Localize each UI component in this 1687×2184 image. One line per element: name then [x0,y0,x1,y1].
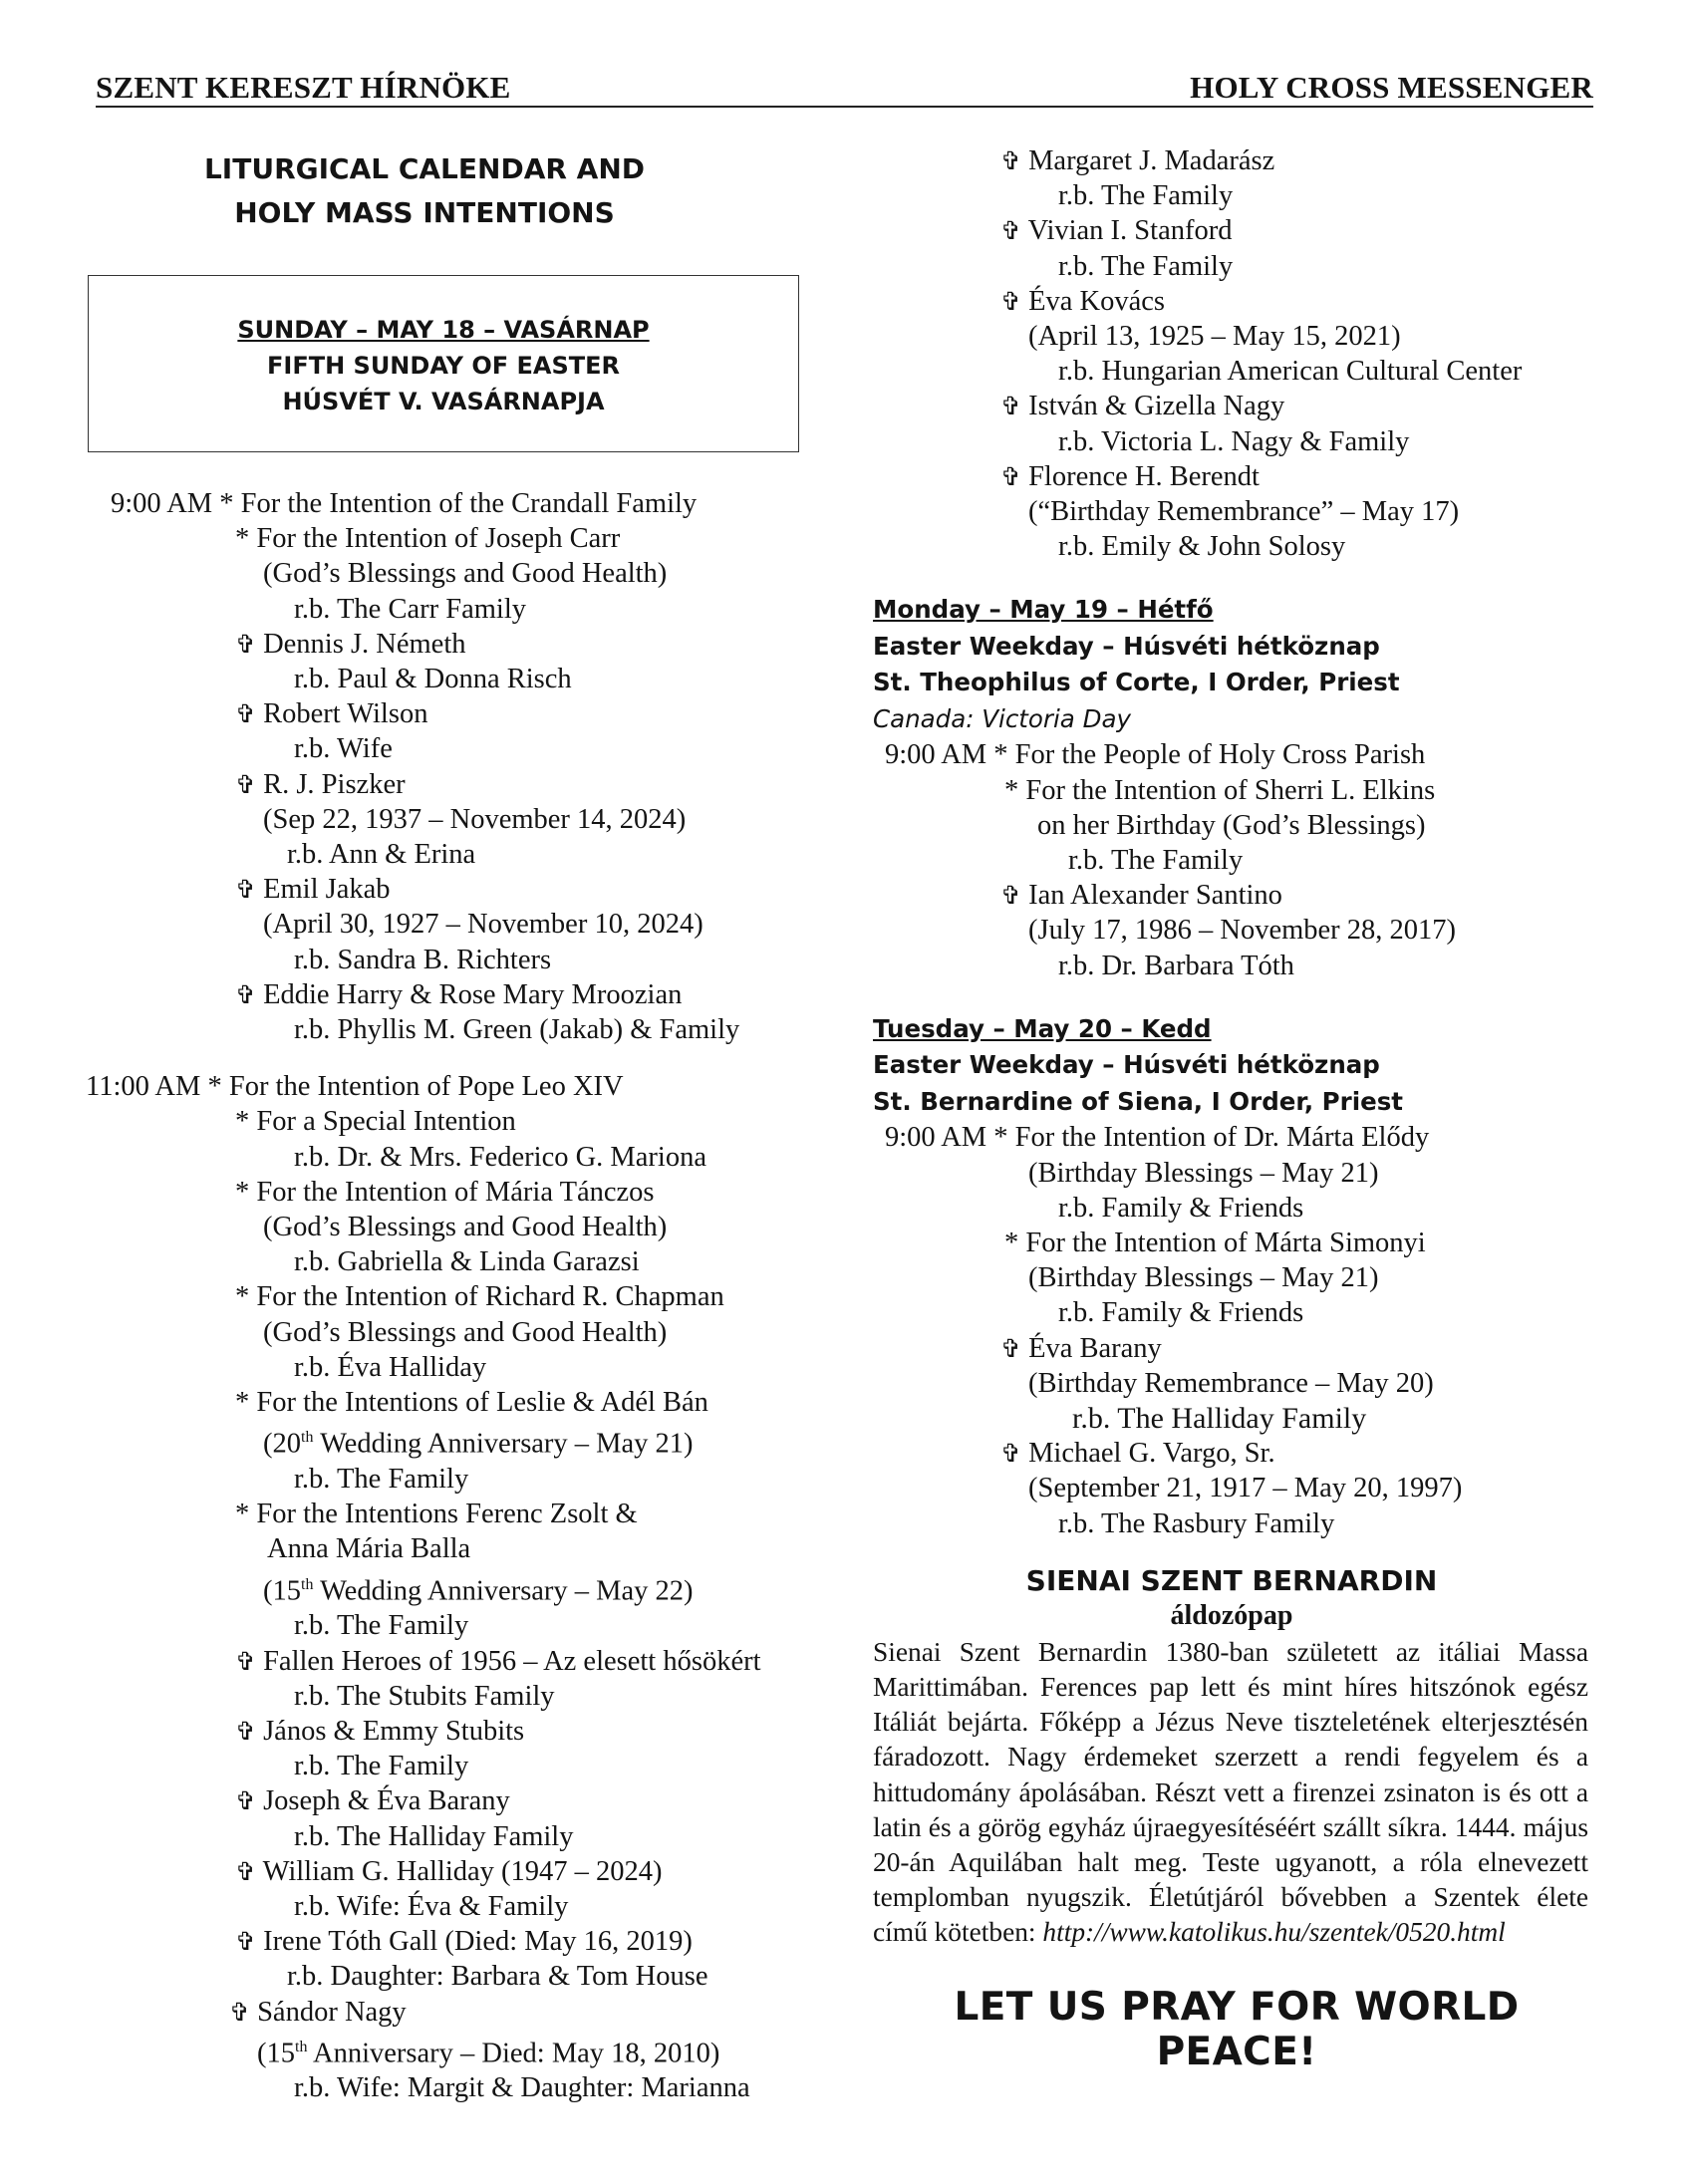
header-english-title: HOLY CROSS MESSENGER [1190,70,1593,105]
list-item [86,521,813,556]
deceased-name: Irene Tóth Gall (Died: May 16, 2019) [263,1926,693,1958]
dates: (Sep 22, 1937 – November 14, 2024) [263,803,687,835]
requested-by: r.b. The Family [294,1463,469,1495]
requested-by: r.b. The Rasbury Family [1058,1507,1335,1539]
anniversary-number: (15 [257,2038,295,2069]
list-item [86,1244,813,1279]
mass-time: 9:00 AM [885,1122,987,1154]
mass-time: 9:00 AM [111,488,213,519]
list-item [873,1226,1600,1260]
list-item [873,1471,1600,1505]
intention-note: on her Birthday (God’s Blessings) [1037,809,1426,841]
page-header [96,68,1593,108]
list-item [86,1210,813,1244]
dates: (September 21, 1917 – May 20, 1997) [1028,1473,1463,1504]
list-item [86,872,813,907]
page-title [86,147,763,235]
monday-intentions [873,737,1600,982]
cross-icon: ✞ [235,875,256,905]
deceased-name: Fallen Heroes of 1956 – Az elesett hősökért [263,1645,761,1677]
list-item [86,592,813,627]
intention-note: (“Birthday Remembrance” – May 17) [1028,496,1460,528]
list-item [873,843,1600,878]
sunday-11am-intentions [86,1069,813,2105]
deceased-name: Robert Wilson [263,698,428,730]
list-item [873,1156,1600,1191]
intention-text: * For the Intentions of Leslie & Adél Bán [235,1387,708,1419]
cross-icon: ✞ [1000,216,1021,246]
cross-icon: ✞ [235,1786,256,1816]
list-item [86,1350,813,1385]
requested-by: r.b. Wife [294,733,393,765]
list-item [86,1420,813,1462]
deceased-name: Éva Kovács [1028,285,1165,317]
requested-by: r.b. Family & Friends [1058,1297,1304,1329]
list-item [873,808,1600,843]
list-item [873,284,1600,319]
list-item [86,1462,813,1497]
requested-by: r.b. Ann & Erina [287,839,476,871]
intention-note: (Birthday Blessings – May 21) [1028,1157,1379,1189]
dates: (July 17, 1986 – November 28, 2017) [1028,915,1457,947]
list-item [873,1401,1600,1436]
list-item [86,1854,813,1889]
deceased-name: William G. Halliday (1947 – 2024) [262,1855,663,1887]
cross-icon: ✞ [235,769,256,799]
list-item [873,249,1600,284]
article-subtitle: áldozópap [1170,1599,1293,1631]
ordinal-suffix: th [301,1575,314,1593]
title-line-1: LITURGICAL CALENDAR AND [203,152,646,185]
deceased-name: Joseph & Éva Barany [263,1785,510,1817]
sunday-heading-box [88,275,799,452]
list-item [873,1331,1600,1366]
intention-note: (God’s Blessings and Good Health) [263,1212,668,1243]
closing-prayer: LET US PRAY FOR WORLD PEACE! [954,1984,1520,2074]
list-item [86,977,813,1012]
list-item [86,1140,813,1175]
requested-by: r.b. The Family [1058,250,1234,282]
intention-note: Wedding Anniversary – May 21) [313,1428,694,1460]
list-item [873,354,1600,389]
header-hungarian-title: SZENT KERESZT HÍRNÖKE [96,70,511,105]
list-item [86,1012,813,1047]
requested-by: r.b. Dr. & Mrs. Federico G. Mariona [294,1141,706,1173]
requested-by: r.b. Hungarian American Cultural Center [1058,356,1523,388]
list-item [86,802,813,837]
intention-text: * For the Intention of Dr. Márta Elődy [993,1122,1430,1154]
deceased-name: István & Gizella Nagy [1028,391,1285,422]
cross-icon: ✞ [1000,146,1021,175]
list-item [873,494,1600,529]
list-item [86,2030,813,2071]
list-item [873,878,1600,913]
left-column [86,147,813,2106]
cross-icon: ✞ [235,1927,256,1957]
requested-by: r.b. Paul & Donna Risch [294,664,572,695]
sunday-continued-intentions [873,143,1600,564]
monday-saint: St. Theophilus of Corte, I Order, Priest [873,668,1400,697]
list-item [86,696,813,731]
list-item [873,773,1600,808]
intention-text: * For a Special Intention [235,1106,516,1138]
cross-icon: ✞ [1000,1439,1021,1469]
tuesday-saint: St. Bernardine of Siena, I Order, Priest [873,1086,1404,1116]
list-item [86,1995,813,2030]
article-text: Sienai Szent Bernardin 1380-ban született az itáliai Massa Marittimában. Ferences pap lett és mint híres hitszónok egész Itáliát bejárta. Főképp a Jézus Neve tiszteletének elterjesztésén fáradozott. Nagy érdemeket szerzett a rendi fegyelem és a hittudomány ápolásában. Részt vett a firenzei zsinaton is és ott a latin és a görög egyház újraegyesítéséért szállt síkra. 1444. május 20-án Aquilában halt meg. Teste ugyanott, a róla elnevezett templomban nyugszik. Életútjáról bővebben a Szentek élete című kötetben: [873,1636,1588,1948]
list-item [873,319,1600,354]
tuesday-intentions [873,1120,1600,1540]
list-item [86,767,813,802]
intention-text: * For the Intention of Richard R. Chapman [235,1281,724,1313]
requested-by: r.b. The Carr Family [294,593,526,625]
cross-icon: ✞ [235,1646,256,1676]
deceased-name: Ian Alexander Santino [1028,880,1282,912]
intention-text: * For the People of Holy Cross Parish [993,739,1426,771]
article-body [873,1635,1588,1951]
monday-section [873,592,1600,982]
intention-note: Wedding Anniversary – May 22) [313,1575,694,1607]
article-title: SIENAI SZENT BERNARDIN [1025,1563,1438,1597]
list-item [873,913,1600,948]
list-item [873,389,1600,423]
list-item [86,2070,813,2105]
cross-icon: ✞ [235,629,256,659]
list-item [86,1175,813,1210]
list-item [86,1315,813,1350]
list-item [86,486,813,521]
cross-icon: ✞ [1000,392,1021,421]
list-item [86,1385,813,1420]
cross-icon: ✞ [229,1997,250,2027]
intention-note: Anniversary – Died: May 18, 2010) [307,2038,720,2069]
intention-text: Anna Mária Balla [267,1533,471,1565]
tuesday-weekday: Easter Weekday – Húsvéti hétköznap [873,1050,1380,1080]
tuesday-section [873,1011,1600,1541]
requested-by: r.b. Gabriella & Linda Garazsi [294,1246,640,1278]
list-item [86,556,813,591]
requested-by: r.b. Family & Friends [1058,1192,1304,1224]
deceased-name: János & Emmy Stubits [263,1715,525,1747]
intention-text: * For the Intention of Márta Simonyi [1004,1227,1426,1258]
list-item [86,1497,813,1531]
list-item [873,459,1600,494]
cross-icon: ✞ [1000,881,1021,911]
right-column [873,143,1600,2074]
requested-by: r.b. Daughter: Barbara & Tom House [287,1961,708,1993]
list-item [86,662,813,696]
list-item [873,178,1600,213]
intention-text: * For the Intention of the Crandall Family [219,488,698,519]
list-item [873,1120,1600,1155]
list-item [873,213,1600,248]
intention-text: * For the Intention of Joseph Carr [235,523,621,555]
list-item [873,424,1600,459]
requested-by: r.b. Victoria L. Nagy & Family [1058,425,1410,457]
cross-icon: ✞ [1000,286,1021,316]
anniversary-number: (15 [263,1575,301,1607]
anniversary-number: (20 [263,1428,301,1460]
ordinal-suffix: th [295,2038,308,2055]
requested-by: r.b. Sandra B. Richters [294,944,552,975]
list-item [873,1260,1600,1295]
list-item [873,737,1600,772]
list-item [873,949,1600,983]
list-item [86,1679,813,1714]
deceased-name: Eddie Harry & Rose Mary Mroozian [263,978,683,1010]
cross-icon: ✞ [235,1856,256,1886]
requested-by: r.b. The Family [1058,180,1234,212]
list-item [873,1506,1600,1541]
monday-date: Monday – May 19 – Hétfő [873,595,1214,625]
intention-text: * For the Intention of Mária Tánczos [235,1176,655,1208]
deceased-name: Dennis J. Németh [263,628,466,660]
sunday-feast-en: FIFTH SUNDAY OF EASTER [267,352,620,380]
tuesday-date: Tuesday – May 20 – Kedd [873,1013,1212,1043]
cross-icon: ✞ [235,699,256,729]
article-link[interactable]: http://www.katolikus.hu/szentek/0520.html [1042,1917,1506,1948]
mass-time: 11:00 AM [86,1071,201,1103]
list-item [86,837,813,872]
cross-icon: ✞ [235,979,256,1009]
list-item [873,1436,1600,1471]
title-line-2: HOLY MASS INTENTIONS [234,196,615,229]
dates: (April 13, 1925 – May 15, 2021) [1028,321,1401,353]
requested-by: r.b. Wife: Margit & Daughter: Marianna [294,2072,750,2104]
requested-by: r.b. The Stubits Family [294,1680,555,1712]
list-item [86,1749,813,1783]
list-item [86,1608,813,1643]
intention-text: * For the Intentions Ferenc Zsolt & [235,1499,638,1530]
cross-icon: ✞ [1000,1333,1021,1363]
list-item [86,1783,813,1818]
list-item [86,1567,813,1609]
deceased-name: Margaret J. Madarász [1028,145,1275,176]
requested-by: r.b. Éva Halliday [294,1351,487,1383]
list-item [86,1644,813,1679]
deceased-name: Florence H. Berendt [1028,460,1260,492]
monday-weekday: Easter Weekday – Húsvéti hétköznap [873,631,1380,661]
dates: (April 30, 1927 – November 10, 2024) [263,909,703,941]
deceased-name: R. J. Piszker [263,768,406,800]
monday-note: Canada: Victoria Day [873,703,1131,733]
requested-by: r.b. The Family [294,1610,469,1642]
requested-by: r.b. Wife: Éva & Family [294,1890,569,1922]
deceased-name: Michael G. Vargo, Sr. [1028,1438,1275,1470]
requested-by: r.b. The Halliday Family [294,1820,574,1852]
sunday-feast-hu: HÚSVÉT V. VASÁRNAPJA [282,388,605,415]
list-item [86,1531,813,1566]
list-item [86,1889,813,1924]
list-item [873,1366,1600,1401]
requested-by: r.b. Emily & John Solosy [1058,531,1346,563]
list-item [86,1279,813,1314]
deceased-name: Vivian I. Stanford [1027,215,1233,247]
mass-time: 9:00 AM [885,739,987,771]
intention-text: * For the Intention of Pope Leo XIV [207,1071,624,1103]
list-item [86,731,813,766]
requested-by: r.b. Dr. Barbara Tóth [1058,950,1294,981]
list-item [86,627,813,662]
cross-icon: ✞ [235,1716,256,1746]
requested-by: r.b. The Family [1068,845,1244,877]
intention-text: * For the Intention of Sherri L. Elkins [1004,774,1436,806]
list-item [873,143,1600,178]
list-item [86,1959,813,1994]
cross-icon: ✞ [1000,461,1021,491]
requested-by: r.b. The Family [294,1751,469,1782]
requested-by: r.b. Phyllis M. Green (Jakab) & Family [294,1014,740,1046]
requested-by: r.b. The Halliday Family [1072,1401,1367,1435]
list-item [86,1819,813,1854]
ordinal-suffix: th [301,1429,314,1447]
intention-note: (God’s Blessings and Good Health) [263,1316,668,1348]
intention-note: (Birthday Remembrance – May 20) [1028,1367,1434,1399]
list-item [86,1714,813,1749]
deceased-name: Emil Jakab [263,874,391,906]
list-item [86,1069,813,1104]
list-item [86,1104,813,1139]
sunday-9am-intentions [86,486,813,1047]
deceased-name: Éva Barany [1028,1332,1162,1364]
list-item [873,1295,1600,1330]
list-item [873,1191,1600,1226]
list-item [86,907,813,942]
intention-note: (God’s Blessings and Good Health) [263,558,668,590]
list-item [86,943,813,977]
sunday-date: SUNDAY – MAY 18 – VASÁRNAP [237,316,650,344]
list-item [873,529,1600,564]
intention-note: (Birthday Blessings – May 21) [1028,1262,1379,1294]
deceased-name: Sándor Nagy [257,1996,407,2028]
list-item [86,1924,813,1959]
